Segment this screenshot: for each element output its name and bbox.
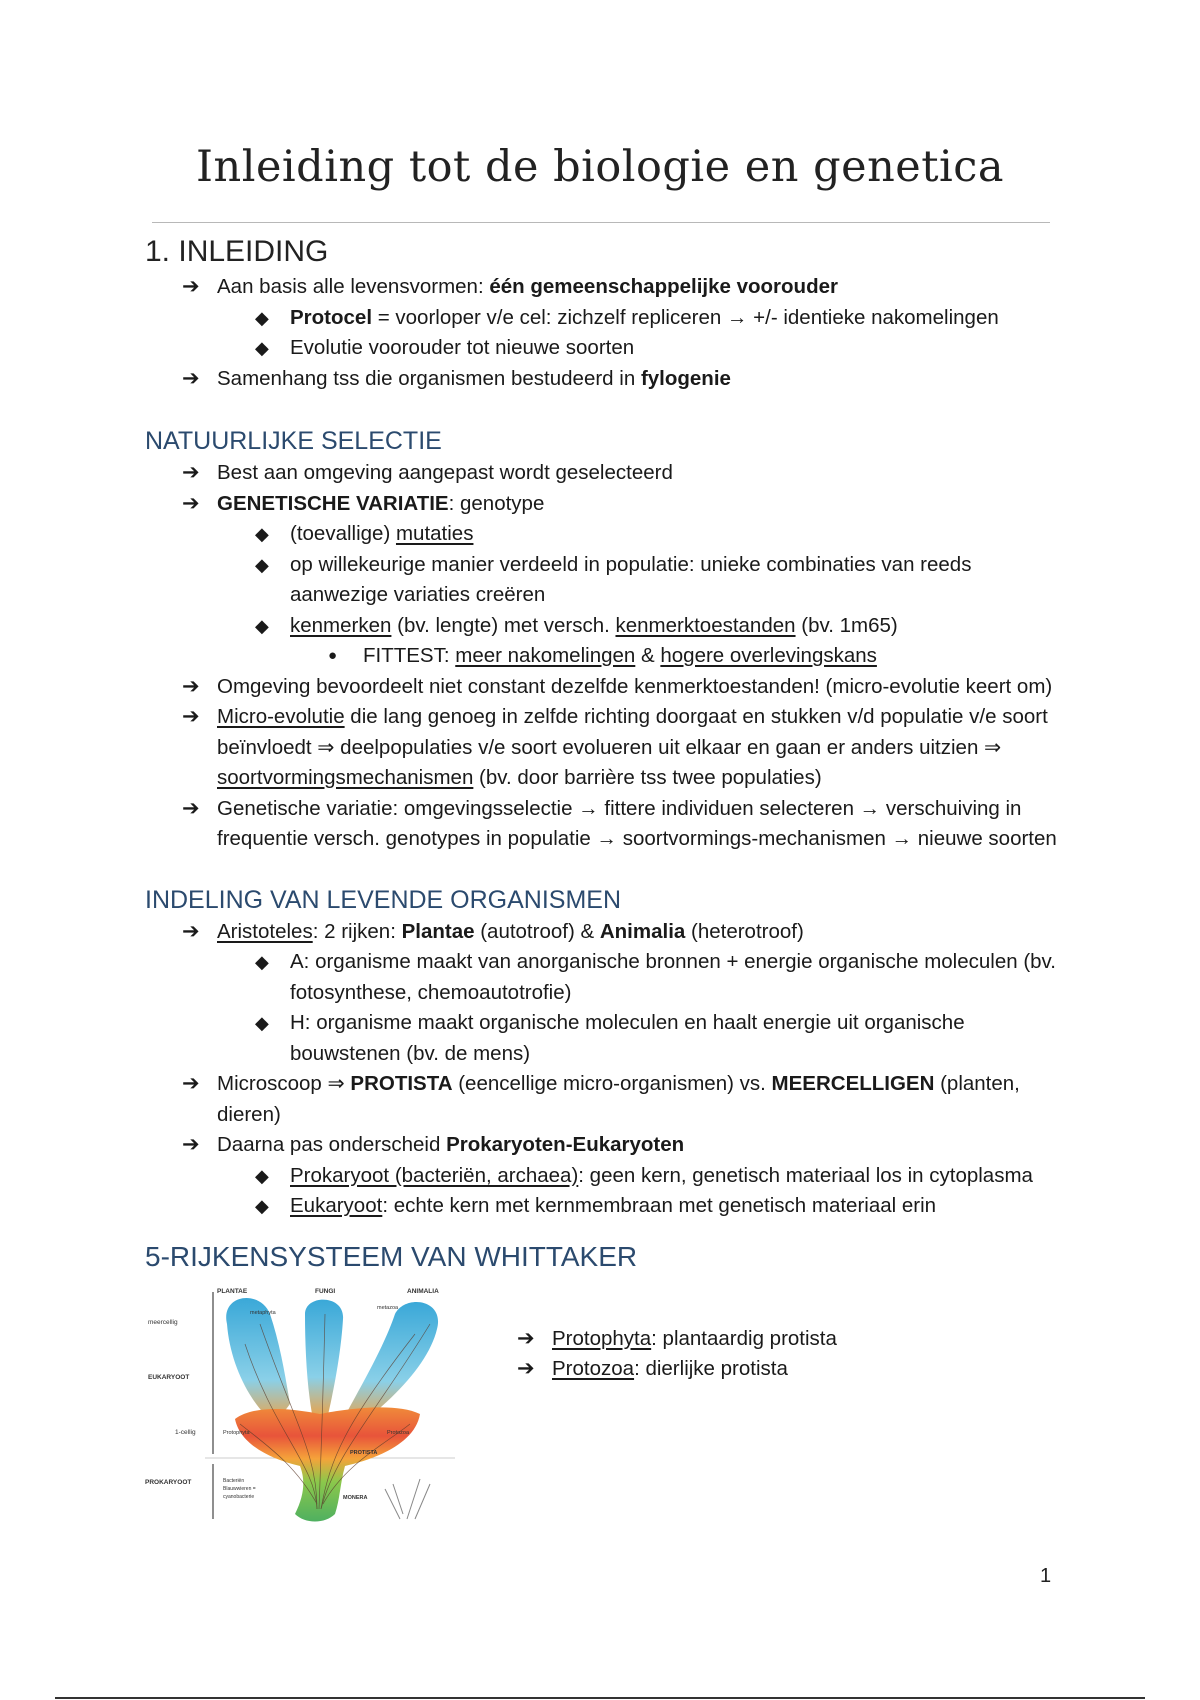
label-metaphyta: metaphyta [250, 1309, 276, 1316]
page-number: 1 [1040, 1565, 1052, 1587]
label-meercellig: meercellig [148, 1318, 178, 1326]
arrow-bullet-icon: ➔ [182, 705, 200, 728]
label-prokaryoot: PROKARYOOT [145, 1478, 192, 1486]
label-animalia: ANIMALIA [407, 1287, 439, 1295]
section-heading-whittaker: 5-RIJKENSYSTEEM VAN WHITTAKER [145, 1240, 638, 1272]
list-item: ➔ Protophyta: plantaardig protista [517, 1324, 1017, 1355]
arrow-bullet-icon: ➔ [182, 491, 200, 515]
whittaker-diagram [145, 1284, 475, 1524]
label-fungi: FUNGI [315, 1287, 336, 1295]
plantae-lobe [226, 1297, 290, 1423]
list-item: ➔ Micro-evolutie die lang genoeg in zelfde richting doorgaat en stukken v/d populatie v/e soort beïnvloedt ⇒ deelpopulaties v/e soort evolueren uit elkaar en gaan er anders uitzien ⇒ soortvormingsmechanismen (bv. door barrière tss twee populaties) [145, 702, 1065, 794]
label-eukaryoot: EUKARYOOT [148, 1373, 190, 1381]
diamond-bullet-icon: ◆ [255, 1013, 269, 1033]
arrow-bullet-icon: ➔ [517, 1326, 535, 1350]
diamond-bullet-icon: ◆ [255, 338, 269, 358]
title-divider [152, 222, 1050, 223]
diamond-bullet-icon: ◆ [255, 1196, 269, 1216]
label-blauwwieren: Blauwwieren = [223, 1485, 256, 1492]
list-item: ➔ Genetische variatie: omgevingsselectie → fittere individuen selecteren → verschuiving in frequentie versch. genotypes in populatie → soortvormings-mechanismen → nieuwe soorten [145, 794, 1065, 855]
diamond-bullet-icon: ◆ [255, 554, 269, 575]
list-item: ➔ GENETISCHE VARIATIE: genotype [145, 489, 1065, 520]
list-item: ➔ Daarna pas onderscheid Prokaryoten-Eukaryoten [145, 1130, 1065, 1161]
section-heading-indeling: INDELING VAN LEVENDE ORGANISMEN [145, 885, 622, 914]
label-1cellig: 1-cellig [175, 1428, 196, 1436]
label-protista: PROTISTA [350, 1449, 378, 1456]
diamond-bullet-icon: ◆ [255, 615, 269, 636]
page-title: Inleiding tot de biologie en genetica [196, 142, 1004, 192]
arrow-bullet-icon: ➔ [182, 796, 200, 820]
arrow-bullet-icon: ➔ [182, 674, 200, 698]
label-cyanobacterie: cyanobacterie [223, 1493, 255, 1500]
list-item: ◆ (toevallige) mutaties [145, 519, 1065, 550]
document-body [145, 232, 1065, 1534]
animalia-lobe [347, 1302, 438, 1424]
section-heading-natuurlijke-selectie: NATUURLIJKE SELECTIE [145, 427, 442, 455]
list-item: ➔ Microscoop ⇒ PROTISTA (eencellige micro-organismen) vs. MEERCELLIGEN (planten, dieren) [145, 1069, 1065, 1130]
diamond-bullet-icon: ◆ [255, 524, 269, 544]
diamond-bullet-icon: ◆ [255, 952, 269, 972]
label-metazoa: metazoa [377, 1304, 399, 1311]
list-item: ◆ op willekeurige manier verdeeld in populatie: unieke combinaties van reeds aanwezige variaties creëren [145, 550, 1065, 611]
list-item: ➔ Samenhang tss die organismen bestudeerd in fylogenie [145, 364, 1065, 395]
dot-bullet-icon: ● [328, 647, 338, 664]
page-bottom-divider [55, 1697, 1145, 1699]
list-item: ➔ Omgeving bevoordeelt niet constant dezelfde kenmerktoestanden! (micro-evolutie keert om) [145, 672, 1065, 703]
arrow-bullet-icon: ➔ [182, 366, 200, 390]
list-item: ➔ Aristoteles: 2 rijken: Plantae (autotroof) & Animalia (heterotroof) [145, 917, 1065, 948]
section-heading-inleiding: 1. INLEIDING [145, 235, 329, 268]
label-protophyta: Protophyta [223, 1429, 250, 1436]
arrow-bullet-icon: ➔ [182, 1072, 200, 1095]
whittaker-notes [517, 1324, 1017, 1385]
list-item: ◆ Protocel = voorloper v/e cel: zichzelf repliceren → +/- identieke nakomelingen [145, 303, 1065, 334]
label-monera: MONERA [343, 1494, 368, 1501]
arrow-bullet-icon: ➔ [517, 1357, 535, 1380]
list-item: ◆ A: organisme maakt van anorganische bronnen + energie organische moleculen (bv. fotosynthese, chemoautotrofie) [145, 947, 1065, 1008]
arrow-bullet-icon: ➔ [182, 275, 200, 298]
label-plantae: PLANTAE [217, 1287, 248, 1295]
list-item: ➔ Protozoa: dierlijke protista [517, 1354, 1017, 1385]
list-item: ◆ kenmerken (bv. lengte) met versch. kenmerktoestanden (bv. 1m65) [145, 611, 1065, 642]
whittaker-section [145, 1274, 1065, 1534]
arrow-bullet-icon: ➔ [182, 461, 200, 484]
list-item: ◆ H: organisme maakt organische moleculen en haalt energie uit organische bouwstenen (bv. de mens) [145, 1008, 1065, 1069]
label-bacterien: Bacteriën [223, 1477, 245, 1484]
list-item: ◆ Evolutie voorouder tot nieuwe soorten [145, 333, 1065, 364]
diamond-bullet-icon: ◆ [255, 1165, 269, 1186]
diamond-bullet-icon: ◆ [255, 307, 269, 328]
list-item: ➔ Aan basis alle levensvormen: één gemeenschappelijke voorouder [145, 272, 1065, 303]
list-item: ◆ Eukaryoot: echte kern met kernmembraan met genetisch materiaal erin [145, 1191, 1065, 1222]
label-protozoa: Protozoa [387, 1429, 410, 1436]
list-item: ● FITTEST: meer nakomelingen & hogere overlevingskans [145, 641, 1065, 672]
arrow-bullet-icon: ➔ [182, 1133, 200, 1156]
list-item: ◆ Prokaryoot (bacteriën, archaea): geen kern, genetisch materiaal los in cytoplasma [145, 1161, 1065, 1192]
arrow-bullet-icon: ➔ [182, 919, 200, 943]
list-item: ➔ Best aan omgeving aangepast wordt geselecteerd [145, 458, 1065, 489]
